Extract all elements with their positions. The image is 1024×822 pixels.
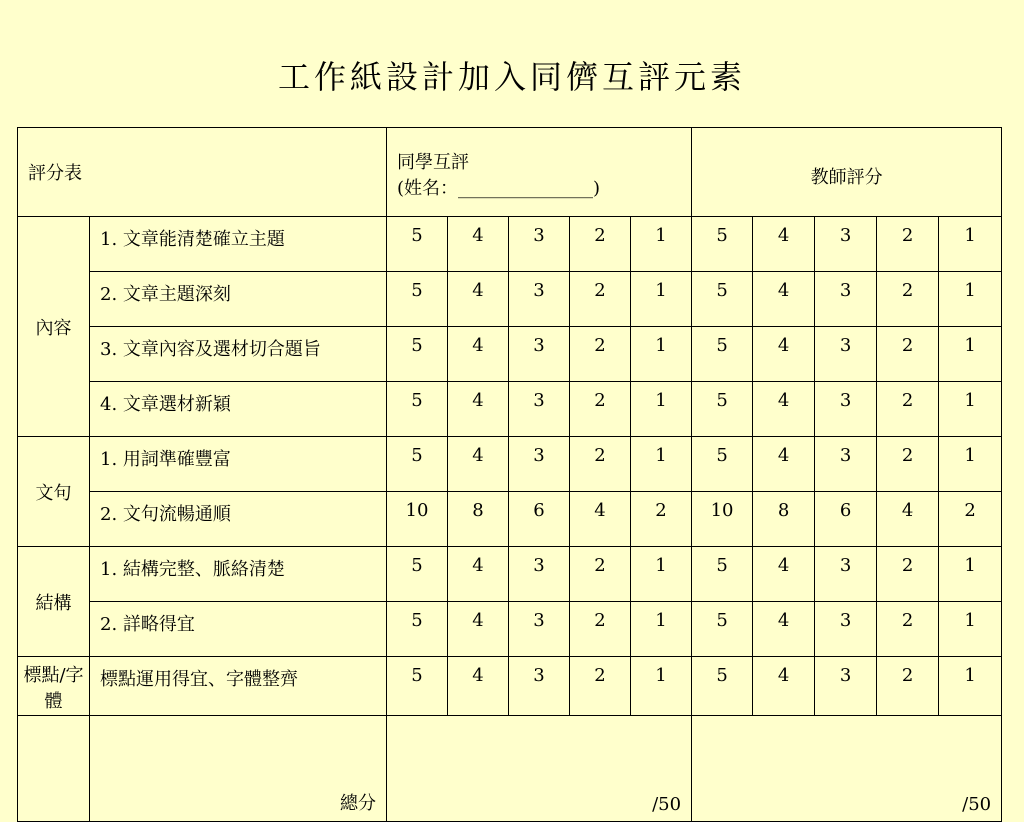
teacher-assessment-header: 教師評分	[692, 128, 1002, 217]
peer-score-option[interactable]: 3	[509, 437, 570, 492]
teacher-score-option[interactable]: 3	[815, 327, 877, 382]
teacher-score-option[interactable]: 1	[939, 327, 1002, 382]
peer-score-option[interactable]: 1	[631, 547, 692, 602]
criterion-row	[18, 437, 1002, 492]
rubric-heading: 評分表	[18, 128, 387, 217]
criterion-row	[18, 327, 1002, 382]
peer-score-option[interactable]: 2	[570, 547, 631, 602]
teacher-score-option[interactable]: 4	[753, 657, 815, 716]
peer-score-option[interactable]: 3	[509, 547, 570, 602]
category-cell: 結構	[18, 547, 90, 657]
teacher-score-option[interactable]: 5	[692, 547, 753, 602]
peer-score-option[interactable]: 2	[570, 217, 631, 272]
peer-score-option[interactable]: 2	[570, 327, 631, 382]
peer-score-option[interactable]: 3	[509, 382, 570, 437]
teacher-score-option[interactable]: 5	[692, 657, 753, 716]
peer-score-option[interactable]: 4	[448, 382, 509, 437]
teacher-score-option[interactable]: 5	[692, 602, 753, 657]
teacher-score-option[interactable]: 1	[939, 382, 1002, 437]
criterion-label: 2. 文句流暢通順	[90, 492, 387, 547]
peer-score-option[interactable]: 2	[570, 602, 631, 657]
teacher-score-option[interactable]: 1	[939, 602, 1002, 657]
peer-name-field[interactable]: (姓名：_______________)	[397, 178, 601, 199]
peer-score-option[interactable]: 5	[387, 547, 448, 602]
peer-score-option[interactable]: 4	[448, 272, 509, 327]
teacher-score-option[interactable]: 4	[877, 492, 939, 547]
peer-score-option[interactable]: 10	[387, 492, 448, 547]
teacher-score-option[interactable]: 8	[753, 492, 815, 547]
peer-score-option[interactable]: 3	[509, 217, 570, 272]
teacher-score-option[interactable]: 2	[877, 272, 939, 327]
criterion-row	[18, 272, 1002, 327]
criterion-row	[18, 547, 1002, 602]
peer-score-option[interactable]: 3	[509, 327, 570, 382]
teacher-score-option[interactable]: 5	[692, 272, 753, 327]
total-row	[18, 716, 1002, 822]
criterion-label: 4. 文章選材新穎	[90, 382, 387, 437]
criterion-row	[18, 602, 1002, 657]
criterion-label: 1. 用詞準確豐富	[90, 437, 387, 492]
teacher-score-option[interactable]: 4	[753, 547, 815, 602]
peer-score-option[interactable]: 1	[631, 327, 692, 382]
criterion-row	[18, 217, 1002, 272]
teacher-score-option[interactable]: 3	[815, 382, 877, 437]
teacher-score-option[interactable]: 5	[692, 382, 753, 437]
teacher-score-option[interactable]: 1	[939, 272, 1002, 327]
peer-score-option[interactable]: 3	[509, 272, 570, 327]
criterion-label: 2. 詳略得宜	[90, 602, 387, 657]
criterion-row	[18, 657, 1002, 716]
peer-score-option[interactable]: 2	[631, 492, 692, 547]
criterion-label: 3. 文章內容及選材切合題旨	[90, 327, 387, 382]
teacher-score-option[interactable]: 2	[877, 437, 939, 492]
teacher-score-option[interactable]: 2	[877, 382, 939, 437]
peer-score-option[interactable]: 6	[509, 492, 570, 547]
teacher-score-option[interactable]: 1	[939, 217, 1002, 272]
peer-score-option[interactable]: 5	[387, 437, 448, 492]
peer-score-option[interactable]: 5	[387, 602, 448, 657]
teacher-score-option[interactable]: 3	[815, 657, 877, 716]
total-label: 總分	[90, 716, 387, 822]
peer-assessment-header	[387, 128, 692, 217]
peer-score-option[interactable]: 4	[448, 657, 509, 716]
teacher-score-option[interactable]: 1	[939, 547, 1002, 602]
category-cell: 內容	[18, 217, 90, 437]
peer-score-option[interactable]: 1	[631, 217, 692, 272]
peer-score-option[interactable]: 4	[448, 602, 509, 657]
page-title: 工作紙設計加入同儕互評元素	[277, 58, 746, 96]
teacher-score-option[interactable]: 3	[815, 437, 877, 492]
teacher-score-option[interactable]: 2	[877, 602, 939, 657]
teacher-score-option[interactable]: 6	[815, 492, 877, 547]
peer-score-option[interactable]: 4	[448, 547, 509, 602]
peer-score-option[interactable]: 5	[387, 657, 448, 716]
teacher-score-option[interactable]: 4	[753, 272, 815, 327]
peer-label: 同學互評	[397, 152, 469, 173]
teacher-score-option[interactable]: 5	[692, 327, 753, 382]
total-empty-cell	[18, 716, 90, 822]
peer-score-option[interactable]: 2	[570, 272, 631, 327]
peer-score-option[interactable]: 1	[631, 272, 692, 327]
peer-score-option[interactable]: 4	[448, 327, 509, 382]
teacher-score-option[interactable]: 2	[877, 547, 939, 602]
teacher-score-option[interactable]: 1	[939, 657, 1002, 716]
peer-score-option[interactable]: 2	[570, 657, 631, 716]
peer-score-option[interactable]: 1	[631, 657, 692, 716]
teacher-score-option[interactable]: 3	[815, 547, 877, 602]
category-cell: 文句	[18, 437, 90, 547]
peer-score-option[interactable]: 5	[387, 382, 448, 437]
teacher-score-option[interactable]: 4	[753, 602, 815, 657]
teacher-score-option[interactable]: 2	[877, 217, 939, 272]
peer-score-option[interactable]: 5	[387, 327, 448, 382]
peer-score-option[interactable]: 3	[509, 602, 570, 657]
rubric-table	[17, 127, 1002, 822]
peer-total-field[interactable]: /50	[387, 716, 692, 822]
peer-score-option[interactable]: 2	[570, 437, 631, 492]
teacher-total-field[interactable]: /50	[692, 716, 1002, 822]
peer-score-option[interactable]: 5	[387, 272, 448, 327]
criterion-label: 1. 結構完整、脈絡清楚	[90, 547, 387, 602]
peer-score-option[interactable]: 5	[387, 217, 448, 272]
teacher-score-option[interactable]: 1	[939, 437, 1002, 492]
peer-score-option[interactable]: 1	[631, 602, 692, 657]
teacher-score-option[interactable]: 5	[692, 217, 753, 272]
peer-score-option[interactable]: 4	[448, 217, 509, 272]
peer-score-option[interactable]: 8	[448, 492, 509, 547]
teacher-score-option[interactable]: 5	[692, 437, 753, 492]
peer-score-option[interactable]: 1	[631, 382, 692, 437]
peer-score-option[interactable]: 1	[631, 437, 692, 492]
teacher-score-option[interactable]: 4	[753, 327, 815, 382]
teacher-score-option[interactable]: 3	[815, 217, 877, 272]
teacher-score-option[interactable]: 10	[692, 492, 753, 547]
teacher-score-option[interactable]: 2	[877, 657, 939, 716]
peer-score-option[interactable]: 4	[448, 437, 509, 492]
category-cell: 標點/字體	[18, 657, 90, 716]
teacher-score-option[interactable]: 4	[753, 382, 815, 437]
teacher-score-option[interactable]: 2	[877, 327, 939, 382]
teacher-score-option[interactable]: 3	[815, 272, 877, 327]
teacher-score-option[interactable]: 2	[939, 492, 1002, 547]
teacher-score-option[interactable]: 4	[753, 217, 815, 272]
criterion-label: 標點運用得宜、字體整齊	[90, 657, 387, 716]
criterion-row	[18, 492, 1002, 547]
criterion-label: 1. 文章能清楚確立主題	[90, 217, 387, 272]
criterion-row	[18, 382, 1002, 437]
teacher-score-option[interactable]: 3	[815, 602, 877, 657]
peer-score-option[interactable]: 3	[509, 657, 570, 716]
criterion-label: 2. 文章主題深刻	[90, 272, 387, 327]
peer-score-option[interactable]: 4	[570, 492, 631, 547]
teacher-score-option[interactable]: 4	[753, 437, 815, 492]
peer-score-option[interactable]: 2	[570, 382, 631, 437]
